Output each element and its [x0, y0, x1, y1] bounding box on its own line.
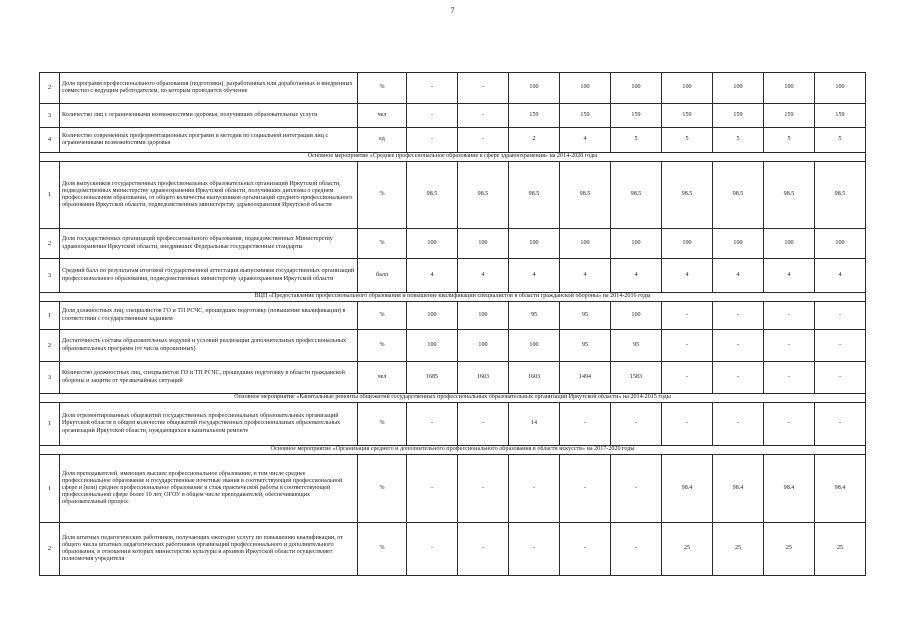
- value-cell: 95: [560, 302, 611, 330]
- value-cell: 4: [509, 259, 560, 293]
- indicator-name: Достаточность состава образовательных модулей и условий реализации дополнительных профессиональных образовательных программ (от числа опрошенных): [60, 330, 358, 362]
- unit-cell: %: [358, 302, 407, 330]
- value-cell: 5: [713, 128, 764, 153]
- value-cell: -: [764, 403, 815, 446]
- value-cell: 100: [509, 73, 560, 104]
- value-cell: -: [560, 455, 611, 523]
- value-cell: 98.5: [509, 162, 560, 229]
- value-cell: 98.5: [560, 162, 611, 229]
- value-cell: -: [560, 403, 611, 446]
- value-cell: 1685: [407, 362, 458, 394]
- value-cell: -: [815, 403, 866, 446]
- value-cell: 5: [662, 128, 713, 153]
- value-cell: 159: [764, 104, 815, 128]
- value-cell: -: [560, 523, 611, 576]
- indicator-name: Доля государственных организаций профессионального образования, подведомственных Министерству здравоохранения Иркутской области, внедривших Федеральные государственные стандарты: [60, 229, 358, 259]
- indicator-table: [39, 72, 866, 576]
- indicator-name: Количество должностных лиц, специалистов ГО и ТП РСЧС, прошедших подготовку в области гражданской обороны и защиты от чрезвычайных ситуаций: [60, 362, 358, 394]
- row-number: 3: [40, 104, 60, 128]
- value-cell: 159: [662, 104, 713, 128]
- page-number: 7: [450, 6, 455, 15]
- section-title: Основное мероприятие «Организация среднего и дополнительного профессионального образования в области искусств» на 2017-2020 годы: [40, 446, 866, 455]
- value-cell: 100: [611, 73, 662, 104]
- table-row: [40, 455, 866, 523]
- table-row: [40, 162, 866, 229]
- unit-cell: %: [358, 523, 407, 576]
- value-cell: -: [662, 362, 713, 394]
- indicator-name: Количество современных профориентационных программ и методик по социальной интеграции лиц с ограниченными возможностями здоровья: [60, 128, 358, 153]
- value-cell: 25: [662, 523, 713, 576]
- value-cell: 1583: [611, 362, 662, 394]
- table-row: [40, 128, 866, 153]
- value-cell: 2: [509, 128, 560, 153]
- value-cell: -: [764, 330, 815, 362]
- unit-cell: %: [358, 229, 407, 259]
- value-cell: 159: [815, 104, 866, 128]
- value-cell: -: [407, 128, 458, 153]
- table-row: [40, 259, 866, 293]
- indicator-name: Количество лиц с ограниченными возможностями здоровья, получивших образовательные услуги: [60, 104, 358, 128]
- value-cell: 159: [611, 104, 662, 128]
- value-cell: 98.5: [815, 162, 866, 229]
- value-cell: 100: [815, 229, 866, 259]
- value-cell: 100: [407, 229, 458, 259]
- value-cell: -: [764, 362, 815, 394]
- value-cell: 5: [611, 128, 662, 153]
- indicator-name: Доля должностных лиц, специалистов ГО и ТП РСЧС, прошедших подготовку (повышение квалификации) в соответствии с государственным заданием: [60, 302, 358, 330]
- row-number: 2: [40, 330, 60, 362]
- value-cell: -: [407, 73, 458, 104]
- value-cell: 98.4: [713, 455, 764, 523]
- value-cell: 159: [713, 104, 764, 128]
- value-cell: -: [458, 523, 509, 576]
- section-title: Основное мероприятие «Капитальные ремонты общежитий государственных профессиональных образовательных организаций Иркутской области» на 2014-2015 годы: [40, 394, 866, 403]
- table-row: [40, 73, 866, 104]
- value-cell: 100: [458, 229, 509, 259]
- value-cell: 4: [713, 259, 764, 293]
- section-title: Основное мероприятие «Среднее профессиональное образование в сфере здравоохранения» на 2014-2020 годы: [40, 153, 866, 162]
- value-cell: 98.5: [407, 162, 458, 229]
- value-cell: 100: [407, 330, 458, 362]
- value-cell: -: [815, 362, 866, 394]
- value-cell: 98.4: [815, 455, 866, 523]
- row-number: 1: [40, 403, 60, 446]
- value-cell: 100: [611, 302, 662, 330]
- value-cell: -: [458, 104, 509, 128]
- value-cell: 159: [509, 104, 560, 128]
- value-cell: 4: [407, 259, 458, 293]
- value-cell: 1494: [560, 362, 611, 394]
- row-number: 4: [40, 128, 60, 153]
- value-cell: 25: [713, 523, 764, 576]
- value-cell: 95: [560, 330, 611, 362]
- value-cell: 25: [815, 523, 866, 576]
- value-cell: 98.5: [662, 162, 713, 229]
- indicator-name: Доля штатных педагогических работников, получающих ежегодно услугу по повышению квалификации, от общего числа штатных педагогических работников организаций профессионального и дополнительного образования, в отношении которых министерство культуры и архивов Иркутской области осуществляет полномочия учредителя: [60, 523, 358, 576]
- indicator-name: Доля преподавателей, имеющих высшее профессиональное образование, в том числе среднее профессиональное образование и государственные почетные звания в соответствующей профессиональной сфере и (или) среднее профессиональное образование и стаж практической работы в соответствующей профессиональной сфере более 10 лет, ОГОУ в общем числе преподавателей, обеспечивающих образовательный процесс: [60, 455, 358, 523]
- unit-cell: %: [358, 73, 407, 104]
- value-cell: 4: [560, 259, 611, 293]
- section-header-row: [40, 446, 866, 455]
- value-cell: 4: [611, 259, 662, 293]
- value-cell: 100: [458, 330, 509, 362]
- section-title: ВЦП «Предоставление профессионального образования и повышение квалификации специалистов в области гражданской обороны» на 2014-2016 годы: [40, 293, 866, 302]
- value-cell: -: [407, 455, 458, 523]
- value-cell: -: [458, 73, 509, 104]
- value-cell: -: [815, 302, 866, 330]
- value-cell: -: [611, 455, 662, 523]
- value-cell: 100: [407, 302, 458, 330]
- value-cell: 4: [662, 259, 713, 293]
- value-cell: -: [407, 403, 458, 446]
- value-cell: 98.5: [611, 162, 662, 229]
- section-header-row: [40, 153, 866, 162]
- value-cell: -: [611, 523, 662, 576]
- value-cell: 100: [764, 73, 815, 104]
- value-cell: 5: [764, 128, 815, 153]
- value-cell: -: [407, 523, 458, 576]
- table-row: [40, 330, 866, 362]
- unit-cell: %: [358, 403, 407, 446]
- row-number: 3: [40, 259, 60, 293]
- value-cell: 4: [764, 259, 815, 293]
- row-number: 1: [40, 162, 60, 229]
- value-cell: 5: [815, 128, 866, 153]
- value-cell: -: [407, 104, 458, 128]
- row-number: 1: [40, 302, 60, 330]
- value-cell: 100: [662, 229, 713, 259]
- value-cell: 98.4: [764, 455, 815, 523]
- value-cell: -: [713, 362, 764, 394]
- value-cell: 100: [713, 229, 764, 259]
- section-header-row: [40, 293, 866, 302]
- unit-cell: %: [358, 162, 407, 229]
- table-row: [40, 229, 866, 259]
- value-cell: 4: [815, 259, 866, 293]
- unit-cell: чел: [358, 104, 407, 128]
- value-cell: -: [713, 330, 764, 362]
- row-number: 1: [40, 455, 60, 523]
- value-cell: 95: [611, 330, 662, 362]
- value-cell: -: [458, 403, 509, 446]
- value-cell: 100: [611, 229, 662, 259]
- value-cell: -: [662, 403, 713, 446]
- value-cell: -: [662, 330, 713, 362]
- value-cell: -: [611, 403, 662, 446]
- unit-cell: чел: [358, 362, 407, 394]
- value-cell: -: [509, 523, 560, 576]
- table-row: [40, 104, 866, 128]
- value-cell: 98.5: [458, 162, 509, 229]
- value-cell: 100: [815, 73, 866, 104]
- unit-cell: ед: [358, 128, 407, 153]
- value-cell: -: [713, 403, 764, 446]
- table-row: [40, 302, 866, 330]
- value-cell: 95: [509, 302, 560, 330]
- row-number: 2: [40, 229, 60, 259]
- table-row: [40, 403, 866, 446]
- value-cell: 1603: [458, 362, 509, 394]
- value-cell: -: [458, 455, 509, 523]
- value-cell: -: [662, 302, 713, 330]
- value-cell: 159: [560, 104, 611, 128]
- indicator-name: Доля программ профессионального образования (подготовки), разработанных или доработанных и внедренных совместно с ведущим работодателем, по которым проводится обучение: [60, 73, 358, 104]
- value-cell: -: [713, 302, 764, 330]
- value-cell: 4: [458, 259, 509, 293]
- value-cell: 100: [560, 73, 611, 104]
- value-cell: -: [764, 302, 815, 330]
- row-number: 2: [40, 523, 60, 576]
- value-cell: 100: [458, 302, 509, 330]
- value-cell: -: [458, 128, 509, 153]
- value-cell: 100: [560, 229, 611, 259]
- unit-cell: балл: [358, 259, 407, 293]
- value-cell: 4: [560, 128, 611, 153]
- section-header-row: [40, 394, 866, 403]
- value-cell: -: [815, 330, 866, 362]
- value-cell: 100: [509, 330, 560, 362]
- value-cell: 98.4: [662, 455, 713, 523]
- indicator-name: Доля выпускников государственных профессиональных образовательных организаций Иркутской области, подведомственных министерству здравоохранения Иркутской области, получивших дипломы о среднем профессиональном образовании, от общего количества выпускников организаций среднего профессионального образования Иркутской области, подведомственных министерству здравоохранения Иркутской области: [60, 162, 358, 229]
- value-cell: -: [509, 455, 560, 523]
- value-cell: 1603: [509, 362, 560, 394]
- value-cell: 98.5: [764, 162, 815, 229]
- table-row: [40, 362, 866, 394]
- table-row: [40, 523, 866, 576]
- value-cell: 100: [764, 229, 815, 259]
- value-cell: 100: [509, 229, 560, 259]
- value-cell: 100: [662, 73, 713, 104]
- indicator-name: Средний балл по результатам итоговой государственной аттестации выпускников государственных организаций профессионального образования, подведомственных министерству здравоохранения Иркутской области: [60, 259, 358, 293]
- value-cell: 14: [509, 403, 560, 446]
- unit-cell: %: [358, 455, 407, 523]
- value-cell: 25: [764, 523, 815, 576]
- value-cell: 98.5: [713, 162, 764, 229]
- row-number: 2: [40, 73, 60, 104]
- row-number: 3: [40, 362, 60, 394]
- unit-cell: %: [358, 330, 407, 362]
- value-cell: 100: [713, 73, 764, 104]
- indicator-name: Доля отремонтированных общежитий государственных профессиональных образовательных организаций Иркутской области в общем количестве общежитий государственных профессиональных образовательных организаций Иркутской области, нуждающихся в капитальном ремонте: [60, 403, 358, 446]
